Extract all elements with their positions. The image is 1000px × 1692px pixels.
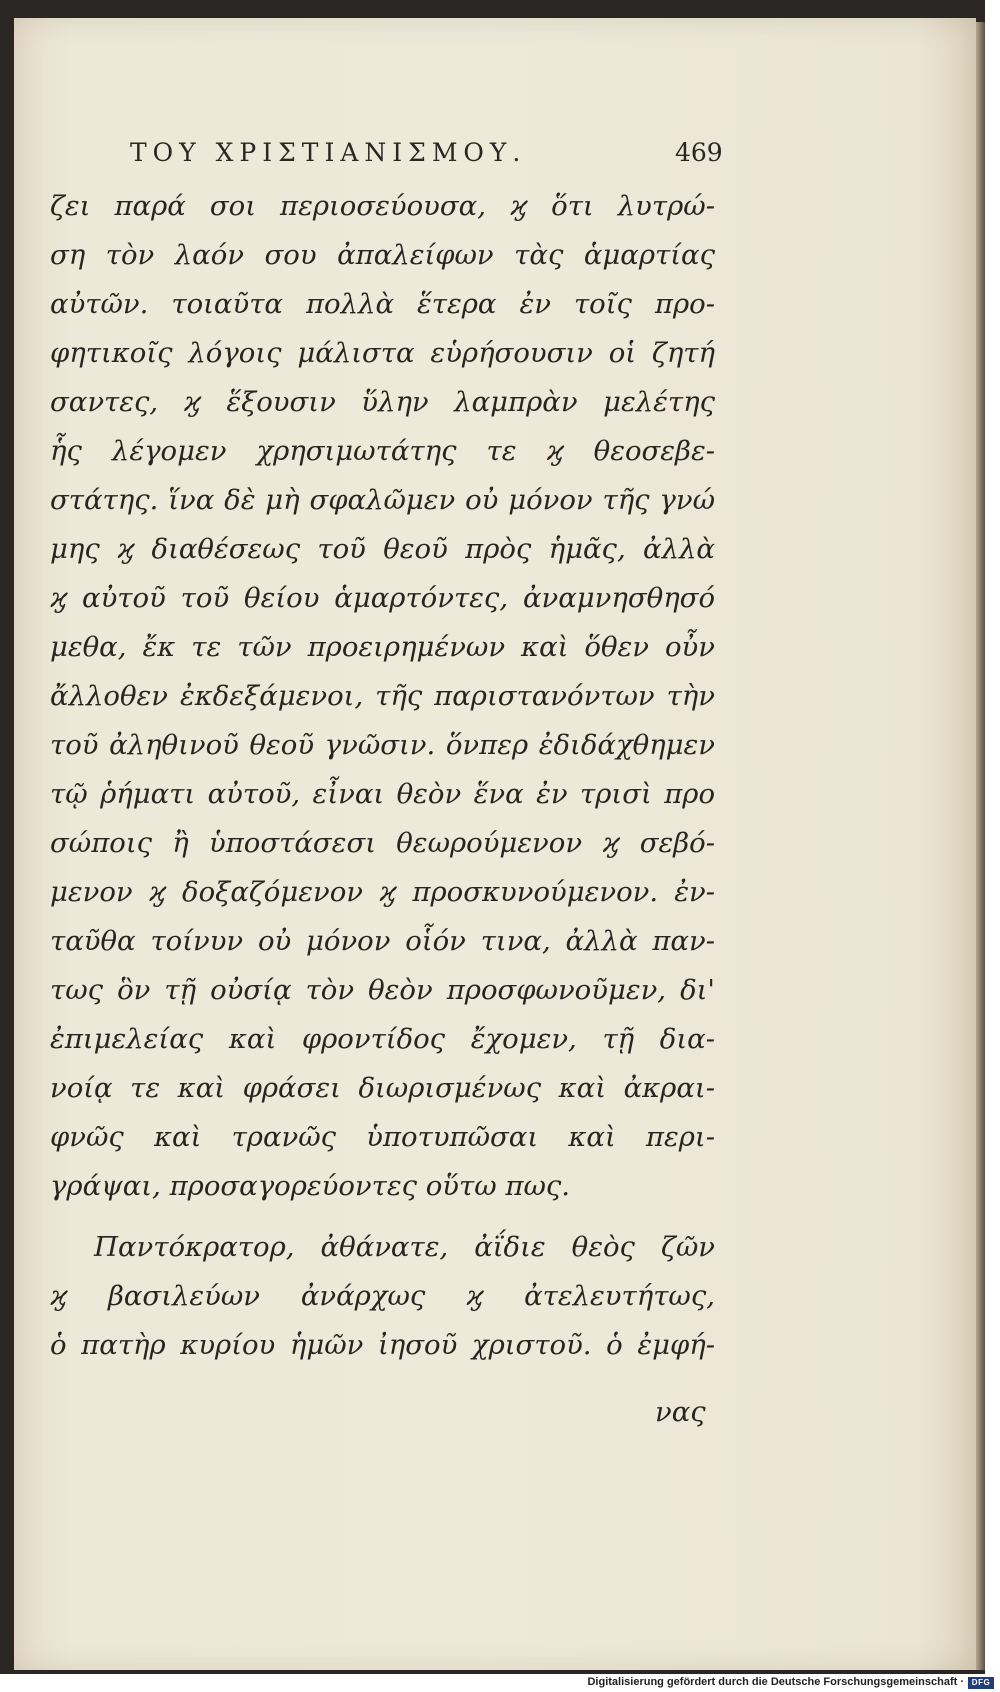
text-line: μης ϗ διαθέσεως τοῦ θεοῦ πρὸς ἡμᾶς, ἀλλὰ (50, 533, 715, 565)
text-line: τως ὃν τῇ οὐσίᾳ τὸν θεὸν προσφωνοῦμεν, δι' (50, 974, 715, 1006)
page-edge (976, 22, 985, 1670)
running-head: ΤΟΥ ΧΡΙΣΤΙΑΝΙΣΜΟΥ. (130, 138, 527, 167)
text-line: μεθα, ἔκ τε τῶν προειρημένων καὶ ὅθεν οὖν (50, 631, 715, 663)
text-line: ση τὸν λαόν σου ἀπαλείφων τὰς ἁμαρτίας (50, 239, 715, 271)
text-line: ζει παρά σοι περιοσεύουσα, ϗ ὅτι λυτρώ- (50, 190, 715, 222)
text-line: νοίᾳ τε καὶ φράσει διωρισμένως καὶ ἀκραι- (50, 1072, 715, 1104)
page-number: 469 (675, 138, 723, 167)
text-line: τῷ ῥήματι αὐτοῦ, εἶναι θεὸν ἕνα ἐν τρισὶ προ (50, 778, 715, 810)
text-line: αὐτῶν. τοιαῦτα πολλὰ ἕτερα ἐν τοῖς προ- (50, 288, 715, 320)
text-line: ἄλλοθεν ἐκδεξάμενοι, τῆς παριστανόντων τὴν (50, 680, 715, 712)
catchword: νας (655, 1396, 706, 1428)
text-line: φητικοῖς λόγοις μάλιστα εὑρήσουσιν οἱ ζητή (50, 337, 715, 369)
text-line: ταῦθα τοίνυν οὐ μόνον οἷόν τινα, ἀλλὰ παν- (50, 925, 715, 957)
text-line: στάτης. ἵνα δὲ μὴ σφαλῶμεν οὐ μόνον τῆς γνώ (50, 484, 715, 516)
text-line: φνῶς καὶ τρανῶς ὑποτυπῶσαι καὶ περι- (50, 1121, 715, 1153)
text-line: σαντες, ϗ ἕξουσιν ὕλην λαμπρὰν μελέτης (50, 386, 715, 418)
text-line: σώποις ἢ ὑποστάσεσι θεωρούμενον ϗ σεβό- (50, 827, 715, 859)
text-line: Παντόκρατορ, ἀθάνατε, ἀΐδιε θεὸς ζῶν (94, 1231, 715, 1263)
text-line: ϗ βασιλεύων ἀνάρχως ϗ ἀτελευτήτως, (50, 1280, 715, 1312)
text-line: ϗ αὐτοῦ τοῦ θείου ἁμαρτόντες, ἀναμνησθησό (50, 582, 715, 614)
text-line: μενον ϗ δοξαζόμενον ϗ προσκυνούμενον. ἐν- (50, 876, 715, 908)
footer-credit: Digitalisierung gefördert durch die Deutsche Forschungsgemeinschaft · (587, 1676, 964, 1688)
text-line: ὁ πατὴρ κυρίου ἡμῶν ἰησοῦ χριστοῦ. ὁ ἐμφή- (50, 1329, 715, 1361)
body-text (50, 182, 715, 1370)
text-line: ἧς λέγομεν χρησιμωτάτης τε ϗ θεοσεβε- (50, 435, 715, 467)
paragraph-gap (50, 1211, 715, 1223)
dfg-logo: DFG (968, 1677, 994, 1689)
text-line: γράψαι, προσαγορεύοντες οὕτω πως. (50, 1170, 571, 1202)
text-line: τοῦ ἀληθινοῦ θεοῦ γνῶσιν. ὅνπερ ἐδιδάχθημεν (50, 729, 715, 761)
text-line: ἐπιμελείας καὶ φροντίδος ἔχομεν, τῇ δια- (50, 1023, 715, 1055)
